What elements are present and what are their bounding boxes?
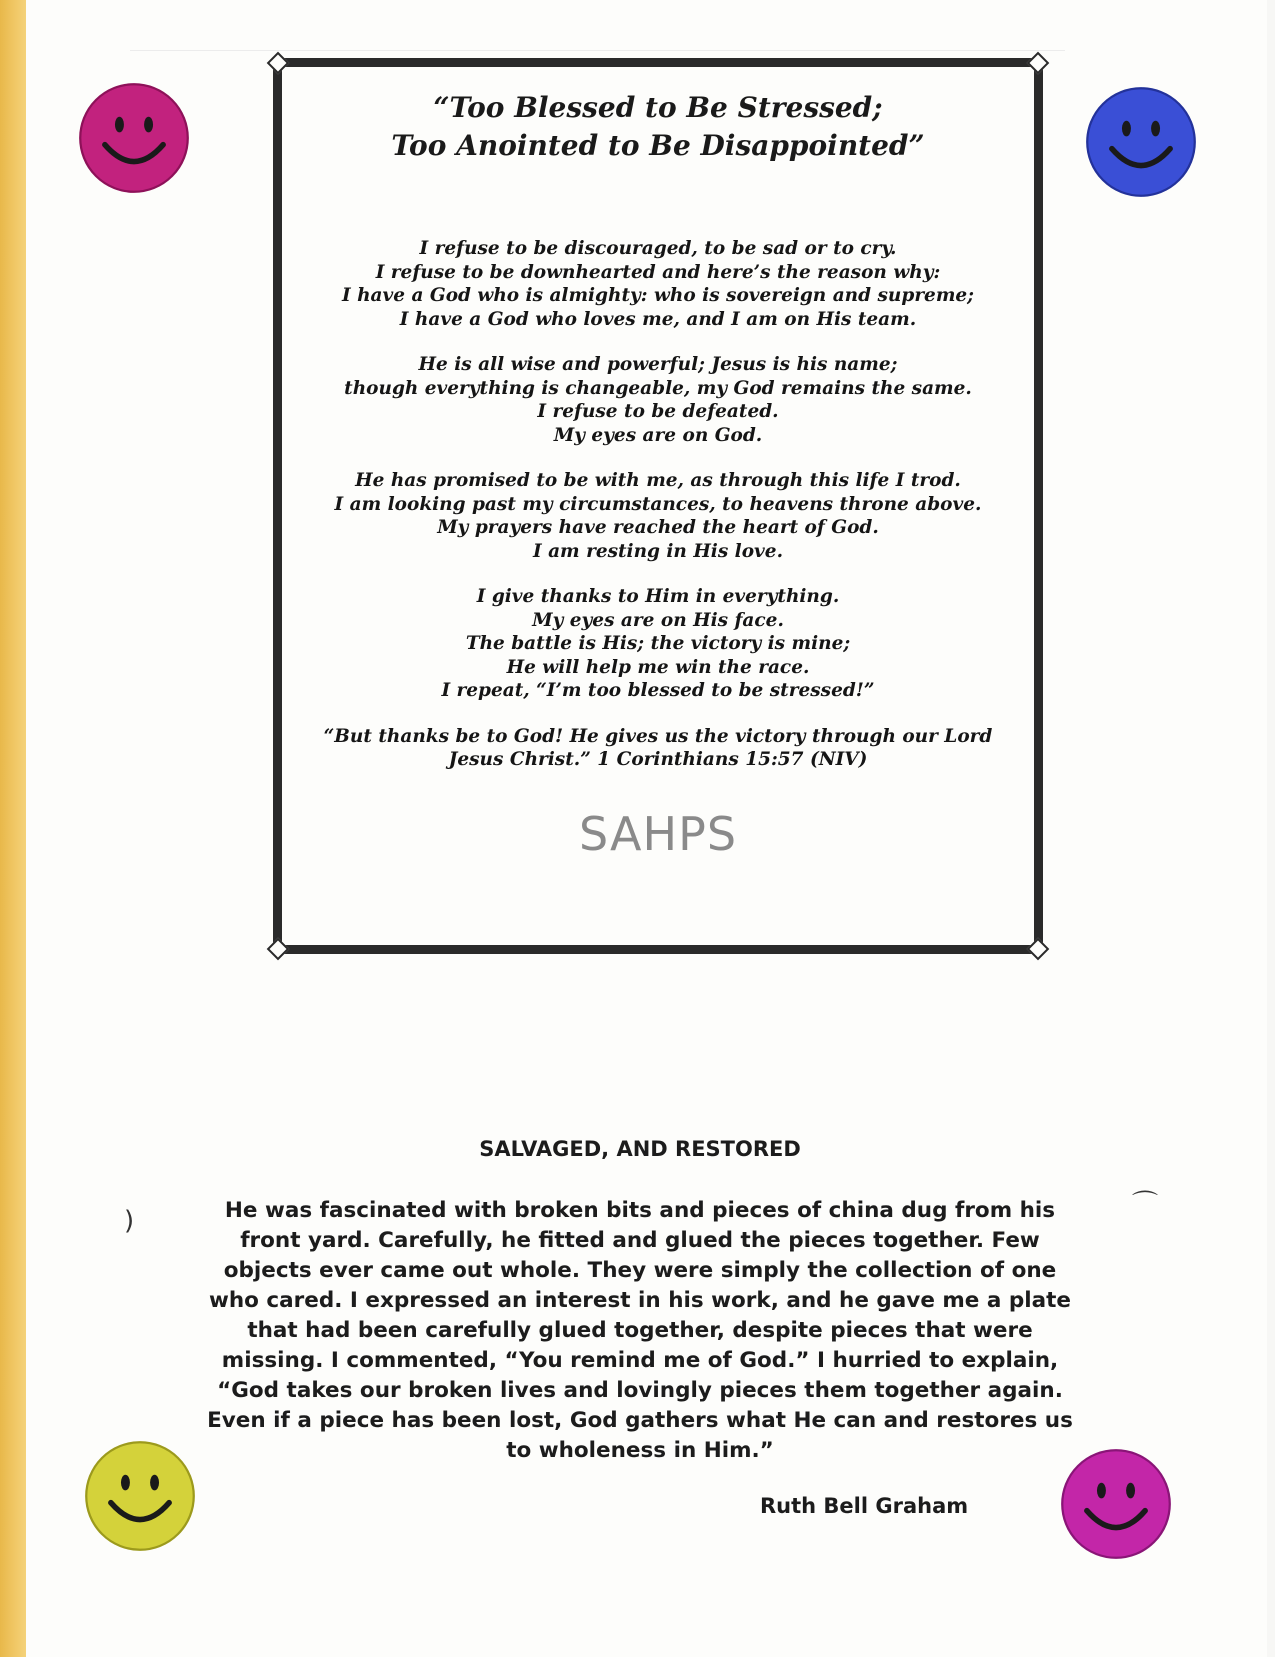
poem-line: though everything is changeable, my God remains the same. <box>344 377 972 399</box>
story-line: that had been carefully glued together, despite pieces that were <box>247 1318 1033 1343</box>
story-line: to wholeness in Him.” <box>506 1438 774 1463</box>
story-body <box>185 1196 1095 1466</box>
frame-corner-ornament <box>1027 52 1050 75</box>
poem-line: I refuse to be downhearted and here’s the reason why: <box>375 261 941 283</box>
poem-line: I have a God who is almighty: who is sovereign and supreme; <box>341 285 975 306</box>
story-title: SALVAGED, AND RESTORED <box>479 1137 801 1161</box>
stanza <box>282 353 1034 447</box>
smiley-sticker-icon <box>1085 86 1197 198</box>
poem-line: My prayers have reached the heart of God. <box>437 517 879 538</box>
poem-title-line: Too Anointed to Be Disappointed” <box>391 129 925 162</box>
scripture-quote <box>282 725 1034 772</box>
smiley-sticker-icon <box>84 1440 196 1552</box>
stanza <box>282 469 1034 563</box>
top-rule <box>130 50 1065 51</box>
story-line: “God takes our broken lives and lovingly pieces them together again. <box>217 1378 1063 1403</box>
poem-title <box>282 89 1034 165</box>
poem-line: I am looking past my circumstances, to heavens throne above. <box>334 493 982 515</box>
story-line: objects ever came out whole. They were simply the collection of one <box>223 1258 1057 1283</box>
poem-line: I have a God who loves me, and I am on His team. <box>399 308 917 330</box>
poem-line: I am resting in His love. <box>532 540 784 562</box>
poem-line: I give thanks to Him in everything. <box>476 586 840 607</box>
poem-line: My eyes are on God. <box>553 424 763 446</box>
frame-corner-ornament <box>267 938 290 961</box>
page-edge <box>1267 0 1275 1657</box>
binder-edge <box>0 0 26 1657</box>
smiley-sticker-icon <box>78 82 190 194</box>
story-author: Ruth Bell Graham <box>760 1494 969 1518</box>
poem-title-line: “Too Blessed to Be Stressed; <box>433 91 883 124</box>
poem-frame <box>273 58 1043 954</box>
poem-line: The battle is His; the victory is mine; <box>465 633 851 654</box>
story-line: who cared. I expressed an interest in his work, and he gave me a plate <box>209 1288 1071 1313</box>
poem-line: I repeat, “I’m too blessed to be stressed!” <box>441 680 875 701</box>
story-line: Even if a piece has been lost, God gathers what He can and restores us <box>207 1408 1073 1433</box>
stanza <box>282 585 1034 703</box>
poem-line: He is all wise and powerful; Jesus is his name; <box>418 354 898 375</box>
story-line: missing. I commented, “You remind me of God.” I hurried to explain, <box>221 1348 1059 1373</box>
tick-mark: ⌒ <box>1132 1190 1159 1220</box>
scripture-line: Jesus Christ.” 1 Corinthians 15:57 (NIV) <box>448 749 868 770</box>
story-line: front yard. Carefully, he fitted and glued the pieces together. Few <box>240 1228 1040 1253</box>
poem-line: I refuse to be defeated. <box>537 401 779 422</box>
frame-corner-ornament <box>267 52 290 75</box>
stanza <box>282 237 1034 331</box>
poem-line: My eyes are on His face. <box>532 609 784 631</box>
watermark: SAHPS <box>578 807 738 861</box>
poem-body <box>282 237 1034 772</box>
frame-corner-ornament <box>1027 938 1050 961</box>
scripture-line: “But thanks be to God! He gives us the victory through our Lord <box>323 725 993 747</box>
tick-mark: ) <box>124 1206 135 1236</box>
poem-line: He will help me win the race. <box>506 656 810 678</box>
poem-line: I refuse to be discouraged, to be sad or to cry. <box>419 238 897 259</box>
poem-line: He has promised to be with me, as through this life I trod. <box>355 470 961 491</box>
story-line: He was fascinated with broken bits and pieces of china dug from his <box>224 1198 1056 1223</box>
